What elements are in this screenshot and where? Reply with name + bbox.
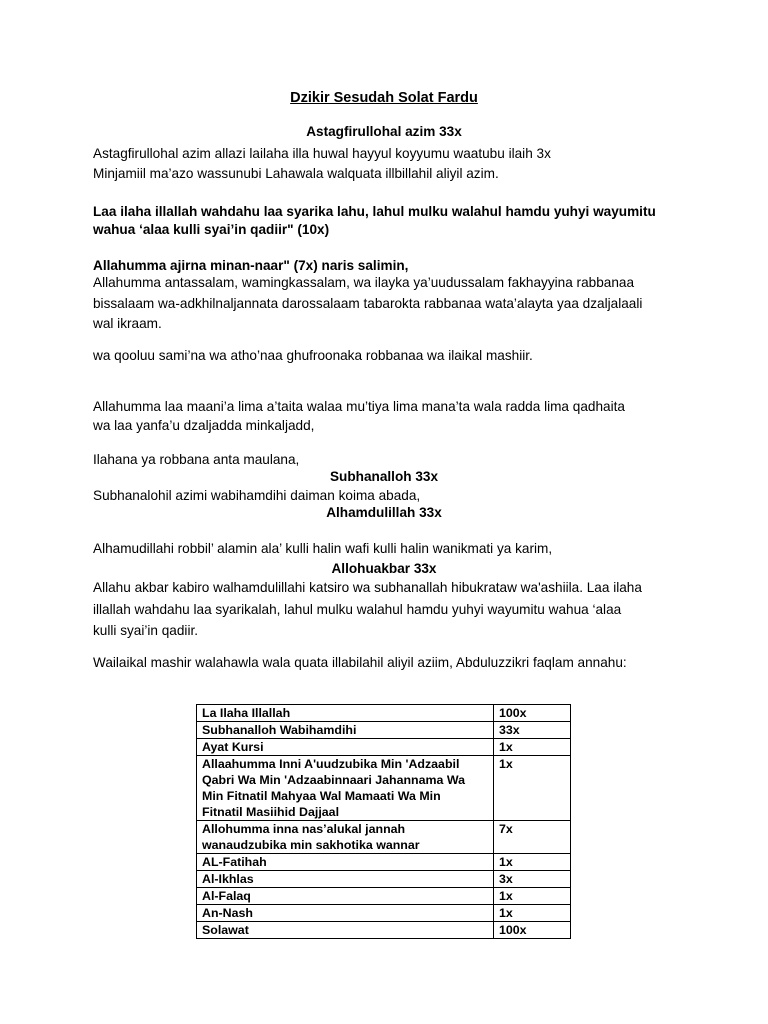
maania-line-2: wa laa yanfa’u dzaljadda minkaljadd,: [93, 418, 315, 433]
dzikir-count-cell: 1x: [494, 739, 571, 756]
ilahana-line: Ilahana ya robbana anta maulana,: [93, 452, 300, 467]
table-row: [197, 705, 571, 722]
tahlil-line-2: wahua ‘alaa kulli syai’in qadiir" (10x): [93, 222, 330, 237]
dzikir-count-cell: 3x: [494, 871, 571, 888]
dzikir-count-cell: 100x: [494, 705, 571, 722]
dzikir-count-cell: 1x: [494, 888, 571, 905]
dzikir-count-cell: 33x: [494, 722, 571, 739]
dzikir-count-table: [196, 704, 571, 939]
subhanalohil-line: Subhanalohil azimi wabihamdihi daiman koima abada,: [93, 488, 421, 503]
dzikir-name-line: Ayat Kursi: [202, 740, 264, 754]
dzikir-name-line: Al-Falaq: [202, 889, 251, 903]
tahlil-line-1: Laa ilaha illallah wahdahu laa syarika lahu, lahul mulku walahul hamdu yuhyi wayumitu: [93, 204, 656, 219]
astagfirullah-line-2: Minjamiil ma’azo wassunubi Lahawala walquata illbillahil aliyil azim.: [93, 166, 499, 181]
dzikir-name-cell: [197, 905, 494, 922]
dzikir-name-line: Qabri Wa Min 'Adzaabinnaari Jahannama Wa: [202, 773, 465, 787]
dzikir-name-line: Allaahumma Inni A'uudzubika Min 'Adzaabil: [202, 757, 460, 771]
astagfirullah-line-1: Astagfirullohal azim allazi lailaha illa huwal hayyul koyyumu waatubu ilaih 3x: [93, 146, 551, 161]
table-row: [197, 888, 571, 905]
astagfirullah-heading: Astagfirullohal azim 33x: [306, 124, 462, 139]
subhanalloh-heading: Subhanalloh 33x: [329, 469, 439, 484]
dzikir-name-cell: [197, 888, 494, 905]
allohuakbar-heading: Allohuakbar 33x: [331, 561, 437, 576]
dzikir-name-cell: [197, 722, 494, 739]
dzikir-count-cell: 1x: [494, 905, 571, 922]
table-row: [197, 739, 571, 756]
dzikir-count-cell: 100x: [494, 922, 571, 939]
antassalam-line-3: wal ikraam.: [93, 316, 162, 331]
dzikir-name-cell: [197, 705, 494, 722]
dzikir-name-cell: [197, 739, 494, 756]
qooluu-line: wa qooluu sami’na wa atho’naa ghufroonaka robbanaa wa ilaikal mashiir.: [93, 348, 533, 363]
maania-line-1: Allahumma laa maani’a lima a’taita walaa mu’tiya lima mana’ta wala radda lima qadhaita: [93, 399, 625, 414]
dzikir-name-cell: [197, 821, 494, 854]
table-row: [197, 922, 571, 939]
table-row: [197, 722, 571, 739]
page-title: Dzikir Sesudah Solat Fardu: [290, 90, 478, 106]
dzikir-name-cell: [197, 922, 494, 939]
dzikir-name-line: Min Fitnatil Mahyaa Wal Mamaati Wa Min: [202, 789, 441, 803]
table-row: [197, 756, 571, 821]
dzikir-name-line: Allohumma inna nas’alukal jannah: [202, 822, 406, 836]
dzikir-count-cell: 7x: [494, 821, 571, 854]
dzikir-name-line: La Ilaha Illallah: [202, 706, 291, 720]
dzikir-count-cell: 1x: [494, 854, 571, 871]
dzikir-table-body: [197, 705, 571, 939]
dzikir-name-line: An-Nash: [202, 906, 253, 920]
dzikir-name-cell: [197, 756, 494, 821]
antassalam-line-1: Allahumma antassalam, wamingkassalam, wa ilayka ya’uudussalam fakhayyina rabbanaa: [93, 275, 635, 290]
wailaikal-line: Wailaikal mashir walahawla wala quata illabilahil aliyil aziim, Abduluzzikri faqlam annahu:: [93, 655, 627, 670]
alhamdulillah-heading: Alhamdulillah 33x: [326, 505, 442, 520]
dzikir-name-cell: [197, 871, 494, 888]
dzikir-name-line: Subhanalloh Wabihamdihi: [202, 723, 357, 737]
allahu-line-2: illallah wahdahu laa syarikalah, lahul mulku walahul hamdu yuhyi wayumitu wahua ‘alaa: [93, 602, 622, 617]
dzikir-name-line: Solawat: [202, 923, 249, 937]
dzikir-name-cell: [197, 854, 494, 871]
allahu-line-1: Allahu akbar kabiro walhamdulillahi katsiro wa subhanallah hibukrataw wa'ashiila. Laa ilaha: [93, 580, 642, 595]
dzikir-count-cell: 1x: [494, 756, 571, 821]
table-row: [197, 854, 571, 871]
antassalam-line-2: bissalaam wa-adkhilnaljannata darossalaam tabarokta rabbanaa wata’alayta yaa dzaljalaali: [93, 296, 643, 311]
ajirna-heading: Allahumma ajirna minan-naar" (7x) naris salimin,: [93, 258, 409, 273]
table-row: [197, 871, 571, 888]
dzikir-name-line: Al-Ikhlas: [202, 872, 254, 886]
dzikir-name-line: AL-Fatihah: [202, 855, 267, 869]
allahu-line-3: kulli syai’in qadiir.: [93, 623, 199, 638]
dzikir-name-line: wanaudzubika min sakhotika wannar: [202, 838, 420, 852]
alhamudillahi-line: Alhamudillahi robbil’ alamin ala’ kulli halin wafi kulli halin wanikmati ya karim,: [93, 541, 553, 556]
table-row: [197, 905, 571, 922]
dzikir-name-line: Fitnatil Masiihid Dajjaal: [202, 805, 340, 819]
table-row: [197, 821, 571, 854]
